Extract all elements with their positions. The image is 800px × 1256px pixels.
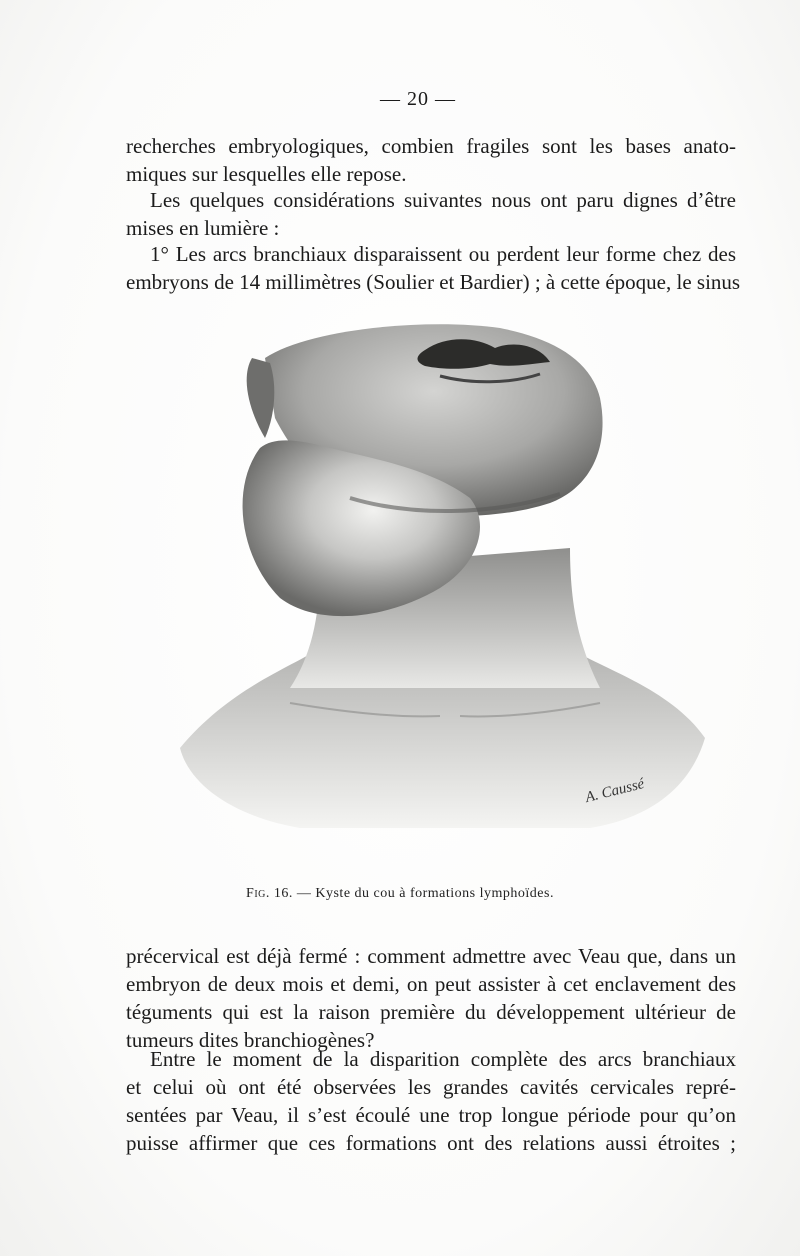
figure-label: Fig. 16. xyxy=(246,886,293,901)
text-line: recherches embryologiques, combien fragiles sont les bases anato- xyxy=(126,134,736,158)
figure-caption-text: — Kyste du cou à formations lymphoïdes. xyxy=(296,886,554,901)
text-line: mises en lumière : xyxy=(126,216,280,240)
text-line: et celui où ont été observées les grandes cavités cervicales repré- xyxy=(126,1075,736,1099)
paragraph-2 xyxy=(126,186,736,242)
text-line: Les quelques considérations suivantes nous ont paru dignes d’être xyxy=(150,188,736,212)
page-number: — 20 — xyxy=(380,88,456,110)
paragraph-4 xyxy=(126,942,736,1054)
paragraph-3 xyxy=(126,240,741,296)
text-line: embryon de deux mois et demi, on peut assister à cet enclavement des xyxy=(126,972,736,996)
text-line: embryons de 14 millimètres (Soulier et Bardier) ; à cette époque, le sinus xyxy=(126,270,741,294)
text-line: téguments qui est la raison première du développement ultérieur de xyxy=(126,1000,736,1024)
text-line: sentées par Veau, il s’est écoulé une trop longue période pour qu’on xyxy=(126,1103,736,1127)
artist-signature: A. Caussé xyxy=(583,775,646,807)
text-line: 1° Les arcs branchiaux disparaissent ou perdent leur forme chez des xyxy=(150,242,736,266)
text-line: miques sur lesquelles elle repose. xyxy=(126,162,407,186)
text-line: puisse affirmer que ces formations ont des relations aussi étroites ; xyxy=(126,1131,736,1155)
paragraph-1 xyxy=(126,132,736,188)
figure-neck-cyst-illustration xyxy=(170,318,710,838)
text-line: Entre le moment de la disparition complète des arcs branchiaux xyxy=(150,1047,736,1071)
text-line: tumeurs dites branchiogènes? xyxy=(126,1028,375,1052)
text-line: précervical est déjà fermé : comment admettre avec Veau que, dans un xyxy=(126,944,736,968)
ear-shading xyxy=(247,358,275,438)
figure-caption xyxy=(0,886,800,902)
paragraph-5 xyxy=(126,1045,736,1157)
